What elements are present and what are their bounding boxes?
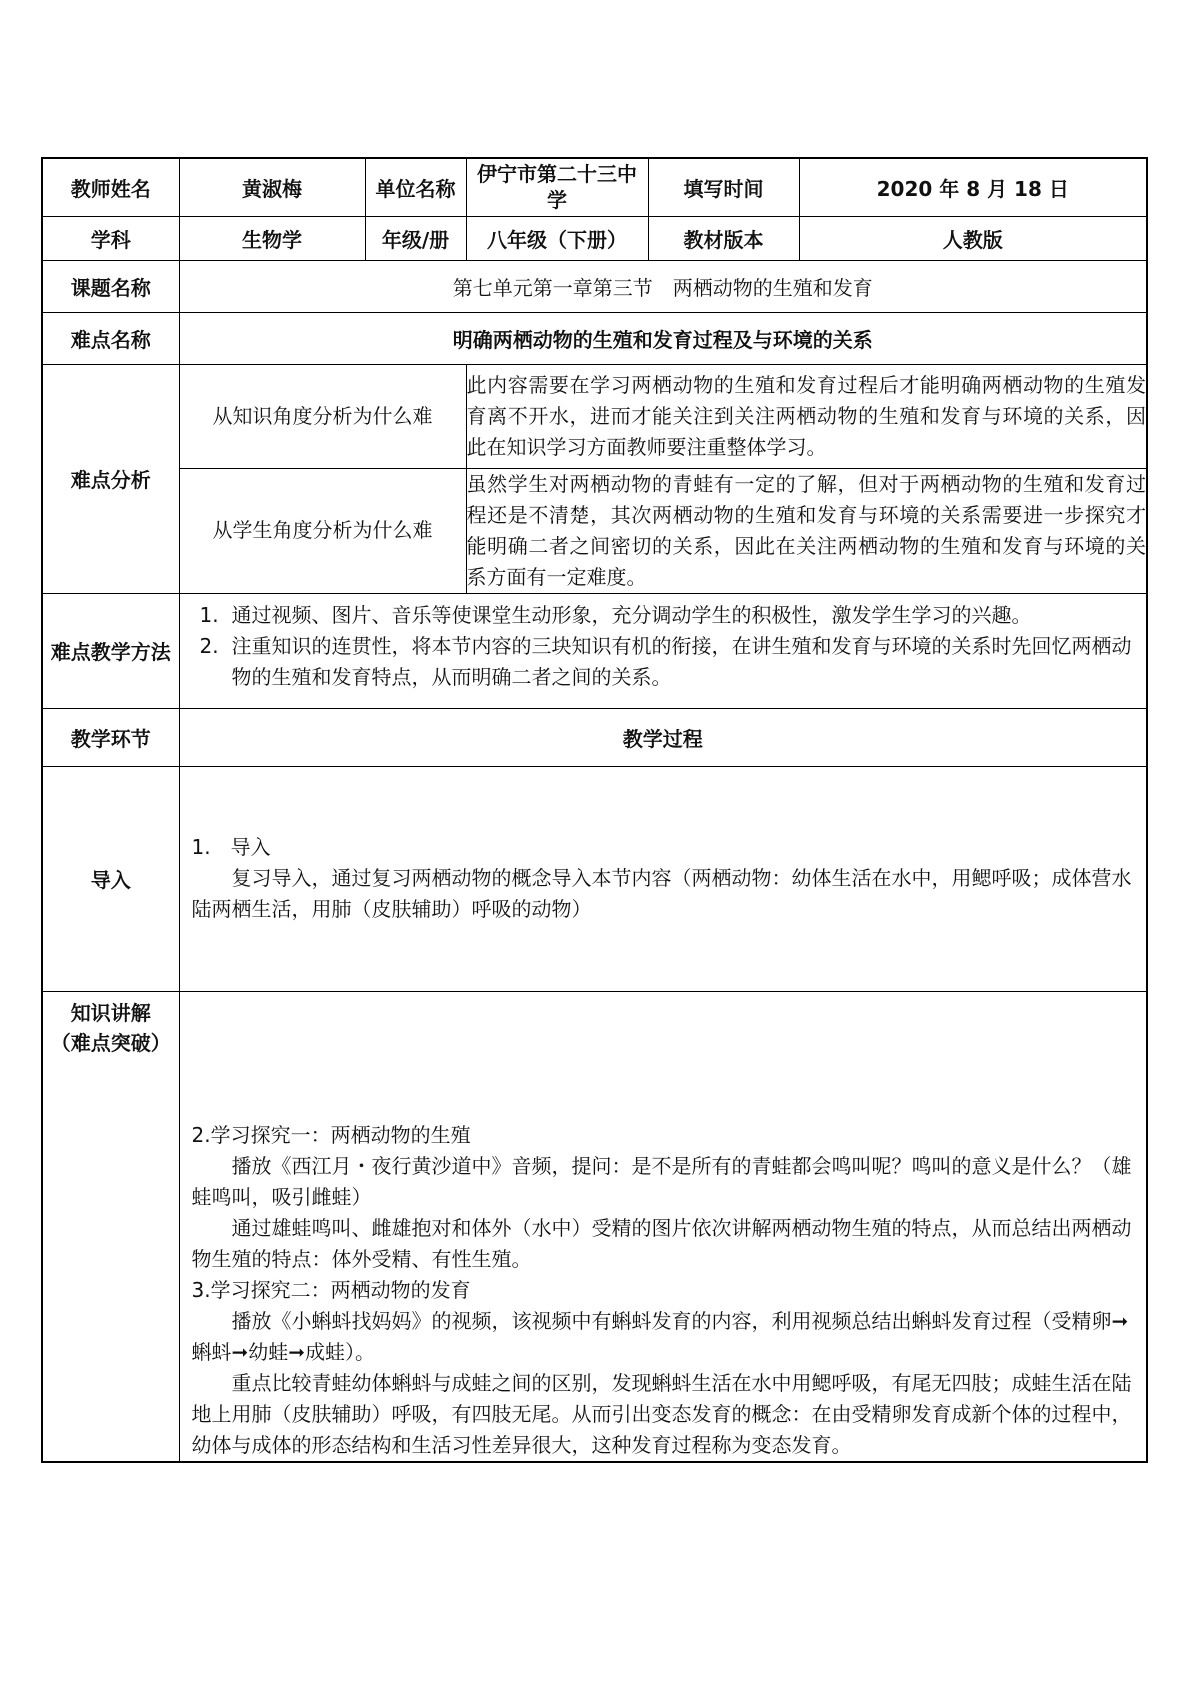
header-row-2 bbox=[42, 216, 1147, 260]
explain-paragraph: 播放《西江月・夜行黄沙道中》音频，提问：是不是所有的青蛙都会鸣叫呢？鸣叫的意义是什么？（雄蛙鸣叫，吸引雌蛙） bbox=[191, 1153, 1132, 1209]
analysis-row-knowledge bbox=[42, 364, 1147, 468]
intro-row bbox=[42, 766, 1147, 991]
topic-row bbox=[42, 260, 1147, 312]
list-item-number: 2. bbox=[199, 633, 219, 658]
date-value: 2020 年 8 月 18 日 bbox=[799, 158, 1147, 216]
list-item-text: 通过视频、图片、音乐等使课堂生动形象，充分调动学生的积极性，激发学生学习的兴趣。 bbox=[231, 602, 1032, 627]
grade-value: 八年级（下册） bbox=[466, 216, 648, 260]
knowledge-angle-text: 此内容需要在学习两栖动物的生殖和发育过程后才能明确两栖动物的生殖发育离不开水，进而才能关注到关注两栖动物的生殖和发育与环境的关系，因此在知识学习方面教师要注重整体学习。 bbox=[466, 364, 1147, 468]
topic-value: 第七单元第一章第三节 两栖动物的生殖和发育 bbox=[179, 260, 1147, 312]
grade-label: 年级/册 bbox=[365, 216, 466, 260]
process-header-row bbox=[42, 708, 1147, 766]
subject-label: 学科 bbox=[42, 216, 179, 260]
intro-label: 导入 bbox=[42, 766, 179, 991]
methods-row bbox=[42, 593, 1147, 708]
explain-content bbox=[180, 992, 1147, 1461]
lesson-plan-table bbox=[41, 157, 1148, 1463]
explain-heading-2: 3.学习探究二：两栖动物的发育 bbox=[191, 1277, 471, 1302]
intro-heading: 1. 导入 bbox=[191, 835, 271, 859]
explain-label bbox=[42, 991, 179, 1462]
explain-paragraph: 通过雄蛙鸣叫、雌雄抱对和体外（水中）受精的图片依次讲解两栖动物生殖的特点，从而总结出两栖动物生殖的特点：体外受精、有性生殖。 bbox=[191, 1215, 1132, 1271]
explain-paragraph: 重点比较青蛙幼体蝌蚪与成蛙之间的区别，发现蝌蚪生活在水中用鳃呼吸，有尾无四肢；成蛙生活在陆地上用肺（皮肤辅助）呼吸，有四肢无尾。从而引出变态发育的概念：在由受精卵发育成新个体的过程中，幼体与成体的形态结构和生活习性差异很大，这种发育过程称为变态发育。 bbox=[191, 1370, 1132, 1457]
edition-value: 人教版 bbox=[799, 216, 1147, 260]
lesson-plan-form bbox=[41, 157, 1146, 1463]
list-item-text: 注重知识的连贯性，将本节内容的三块知识有机的衔接，在讲生殖和发育与环境的关系时先回忆两栖动物的生殖和发育特点，从而明确二者之间的关系。 bbox=[231, 633, 1132, 689]
methods-cell bbox=[179, 593, 1147, 708]
explain-label-line1: 知识讲解 bbox=[70, 1000, 151, 1025]
stage-header: 教学环节 bbox=[42, 708, 179, 766]
teacher-label: 教师姓名 bbox=[42, 158, 179, 216]
list-item-number: 1. bbox=[199, 602, 219, 627]
date-label: 填写时间 bbox=[648, 158, 799, 216]
analysis-row-student bbox=[42, 468, 1147, 593]
list-item bbox=[192, 631, 1135, 693]
header-row-1 bbox=[42, 158, 1147, 216]
list-item bbox=[192, 600, 1135, 631]
subject-value: 生物学 bbox=[179, 216, 365, 260]
unit-value: 伊宁市第二十三中学 bbox=[466, 158, 648, 216]
explain-cell bbox=[179, 991, 1147, 1462]
intro-text: 复习导入，通过复习两栖动物的概念导入本节内容（两栖动物：幼体生活在水中，用鳃呼吸；成体营水陆两栖生活，用肺（皮肤辅助）呼吸的动物） bbox=[191, 866, 1132, 921]
intro-cell bbox=[179, 766, 1147, 991]
difficulty-value: 明确两栖动物的生殖和发育过程及与环境的关系 bbox=[179, 312, 1147, 364]
unit-label: 单位名称 bbox=[365, 158, 466, 216]
difficulty-label: 难点名称 bbox=[42, 312, 179, 364]
difficulty-row bbox=[42, 312, 1147, 364]
methods-list bbox=[180, 594, 1147, 699]
explain-label-line2: （难点突破） bbox=[50, 1030, 171, 1055]
edition-label: 教材版本 bbox=[648, 216, 799, 260]
explain-paragraph: 播放《小蝌蚪找妈妈》的视频，该视频中有蝌蚪发育的内容，利用视频总结出蝌蚪发育过程（受精卵➞蝌蚪➞幼蛙➞成蛙）。 bbox=[191, 1308, 1129, 1364]
methods-label: 难点教学方法 bbox=[42, 593, 179, 708]
student-angle-text: 虽然学生对两栖动物的青蛙有一定的了解，但对于两栖动物的生殖和发育过程还是不清楚，其次两栖动物的生殖和发育与环境的关系需要进一步探究才能明确二者之间密切的关系，因此在关注两栖动物的生殖和发育与环境的关系方面有一定难度。 bbox=[466, 468, 1147, 593]
intro-content bbox=[180, 832, 1147, 925]
explain-heading-1: 2.学习探究一：两栖动物的生殖 bbox=[191, 1122, 471, 1147]
process-header: 教学过程 bbox=[179, 708, 1147, 766]
knowledge-angle-label: 从知识角度分析为什么难 bbox=[179, 364, 466, 468]
student-angle-label: 从学生角度分析为什么难 bbox=[179, 468, 466, 593]
explain-row bbox=[42, 991, 1147, 1462]
teacher-value: 黄淑梅 bbox=[179, 158, 365, 216]
topic-label: 课题名称 bbox=[42, 260, 179, 312]
analysis-label: 难点分析 bbox=[42, 364, 179, 593]
